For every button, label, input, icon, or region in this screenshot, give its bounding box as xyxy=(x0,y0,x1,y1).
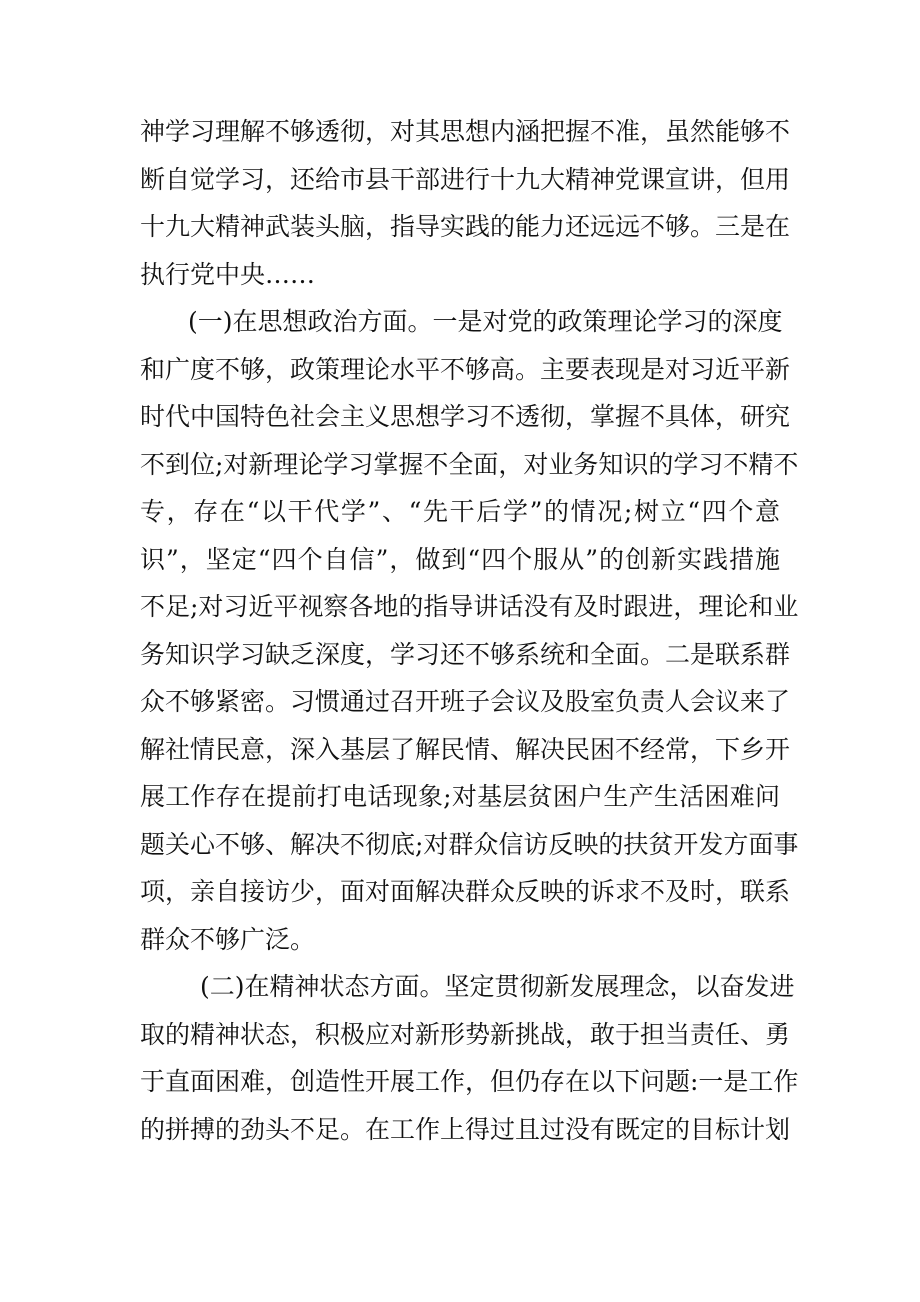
text-line: 众不够紧密。习惯通过召开班子会议及股室负责人会议来了 xyxy=(140,687,791,716)
text-line: 专，存在“以干代学”、“先干后学”的情况;树立“四个意 xyxy=(140,497,780,526)
text-line: 题关心不够、解决不彻底;对群众信访反映的扶贫开发方面事 xyxy=(140,829,799,859)
document-body xyxy=(140,108,799,1153)
text-line: 项，亲自接访少，面对面解决群众反映的诉求不及时，联系 xyxy=(140,877,791,906)
text-line: 时代中国特色社会主义思想学习不透彻，掌握不具体，研究 xyxy=(140,402,791,431)
text-line: 十九大精神武装头脑，指导实践的能力还远远不够。三是在 xyxy=(140,212,791,241)
text-line: 解社情民意，深入基层了解民情、解决民困不经常，下乡开 xyxy=(140,734,791,764)
text-line: 执行党中央…… xyxy=(140,259,316,289)
text-line: 于直面困难，创造性开展工作，但仍存在以下问题:一是工作 xyxy=(140,1067,799,1096)
text-line: 群众不够广泛。 xyxy=(140,924,316,954)
text-line: 断自觉学习，还给市县干部进行十九大精神党课宣讲，但用 xyxy=(140,164,791,194)
paragraph-heading-line: (一)在思想政治方面。一是对党的政策理论学习的深度 xyxy=(188,307,783,336)
text-line: 不到位;对新理论学习掌握不全面，对业务知识的学习不精不 xyxy=(140,449,799,479)
text-line: 神学习理解不够透彻，对其思想内涵把握不准，虽然能够不 xyxy=(140,117,791,146)
text-line: 的拼搏的劲头不足。在工作上得过且过没有既定的目标计划 xyxy=(140,1114,791,1144)
text-line: 识”，坚定“四个自信”，做到“四个服从”的创新实践措施 xyxy=(140,544,780,574)
text-line: 和广度不够，政策理论水平不够高。主要表现是对习近平新 xyxy=(140,354,791,384)
paragraph-heading-line: (二)在精神状态方面。坚定贯彻新发展理念，以奋发进 xyxy=(200,972,795,1001)
text-line: 展工作存在提前打电话现象;对基层贫困户生产生活困难问 xyxy=(140,782,780,811)
text-line: 取的精神状态，积极应对新形势新挑战，敢于担当责任、勇 xyxy=(140,1019,791,1049)
text-line: 不足;对习近平视察各地的指导讲话没有及时跟进，理论和业 xyxy=(140,592,799,621)
text-line: 务知识学习缺乏深度，学习还不够系统和全面。二是联系群 xyxy=(140,639,791,669)
